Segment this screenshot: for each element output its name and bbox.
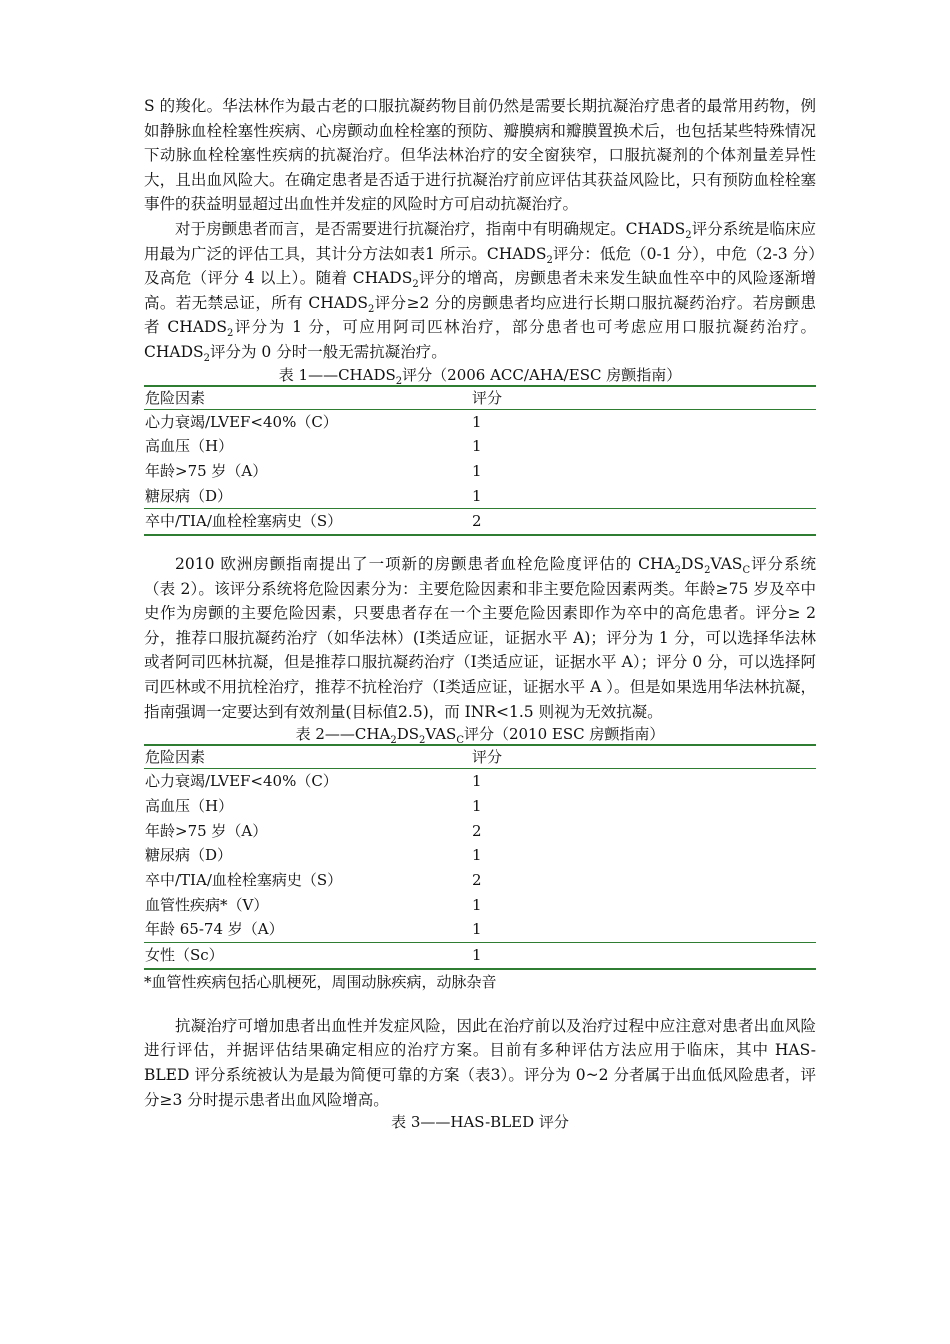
table1-factor: 心力衰竭/LVEF<40%（C） <box>145 412 338 431</box>
table1-header-score: 评分 <box>472 386 816 410</box>
table1-score: 1 <box>472 461 482 480</box>
document-page <box>144 94 816 1132</box>
table1-score: 1 <box>472 437 482 456</box>
table2-caption: 表 $2——CHA_2DS_2VAS_C$评分（2010 ESC 房颤指南） <box>295 725 665 747</box>
paragraph-chads2: 对于房颤患者而言，是否需要进行抗凝治疗，指南中有明确规定。$CHADS_2$评分系统是临床应用最为广泛的评估工具，其计分方法如表1 所示。$CHADS_2$评分：低危（0-1 分），中危（2-3 分）及高危（评分 4 以上）。随着 $CHADS_2$评分的增高，房颤患者未来发生缺血性卒中的风险逐渐增高。若无禁忌证，所有 $CHADS_2$评分≥2 分的房颤患者均应进行长期口服抗凝药治疗。若房颤患者 $CHADS_2$评分为 1 分，可应用阿司匹林治疗，部分患者也可考虑应用口服抗凝药治疗。$CHADS_2$评分为 0 分时一般无需抗凝治疗。 <box>144 219 817 364</box>
table-row <box>144 893 816 918</box>
table-row <box>144 868 816 893</box>
table2-score: 2 <box>472 821 482 840</box>
table2-score: 1 <box>472 895 482 914</box>
table2-score: 1 <box>472 917 816 942</box>
table-row <box>144 769 816 794</box>
table1-chads2 <box>144 385 816 537</box>
table2-header-factor: 危险因素 <box>144 745 472 769</box>
table-row <box>144 794 816 819</box>
table2-score: 1 <box>472 796 482 815</box>
table2-factor: 糖尿病（D） <box>145 846 233 865</box>
table1-factor: 年龄>75 岁（A） <box>145 461 268 480</box>
table-row <box>144 819 816 844</box>
table1-header-row <box>144 386 816 410</box>
table2-score: 2 <box>472 871 482 890</box>
table-row <box>144 943 816 969</box>
table2-factor: 心力衰竭/LVEF<40%（C） <box>145 772 338 791</box>
table2-factor: 血管性疾病*（V） <box>145 895 269 914</box>
table3-caption: 表 3——HAS-BLED 评分 <box>391 1113 569 1132</box>
paragraph-warfarin: S 的羧化。华法林作为最古老的口服抗凝药物目前仍然是需要长期抗凝治疗患者的最常用药物，例如静脉血栓栓塞性疾病、心房颤动血栓栓塞的预防、瓣膜病和瓣膜置换术后，也包括某些特殊情况下动脉血栓栓塞性疾病的抗凝治疗。但华法林治疗的安全窗狭窄，口服抗凝剂的个体剂量差异性大，且出血风险大。在确定患者是否适于进行抗凝治疗前应评估其获益风险比，只有预防血栓栓塞事件的获益明显超过出血性并发症的风险时方可启动抗凝治疗。 <box>144 97 816 214</box>
table1-header-factor: 危险因素 <box>144 386 472 410</box>
table1-factor: 卒中/TIA/血栓栓塞病史（S） <box>144 509 472 535</box>
table2-factor: 女性（Sc） <box>144 943 472 969</box>
table2-score: 1 <box>472 772 482 791</box>
table-row <box>144 409 816 434</box>
table2-score: 1 <box>472 943 816 969</box>
table2-score: 1 <box>472 846 482 865</box>
table-row <box>144 509 816 535</box>
table-row <box>144 917 816 942</box>
table1-score: 1 <box>472 484 816 509</box>
table2-factor: 年龄 65-74 岁（A） <box>144 917 472 942</box>
table2-header-row <box>144 745 816 769</box>
table2-factor: 年龄>75 岁（A） <box>145 821 268 840</box>
table1-caption: 表 $1——CHADS_2$评分（2006 ACC/AHA/ESC 房颤指南） <box>278 365 682 387</box>
table-row <box>144 484 816 509</box>
table1-score: 2 <box>472 509 816 535</box>
paragraph-has-bled: 抗凝治疗可增加患者出血性并发症风险，因此在治疗前以及治疗过程中应注意对患者出血风险进行评估，并据评估结果确定相应的治疗方案。目前有多种评估方法应用于临床，其中 HAS-BLED 评分系统被认为是最为简便可靠的方案（表3）。评分为 0~2 分者属于出血低风险患者，评分≥3 分时提示患者出血风险增高。 <box>144 1016 816 1109</box>
table1-score: 1 <box>472 412 482 431</box>
table2-factor: 高血压（H） <box>145 796 234 815</box>
table1-factor: 高血压（H） <box>145 437 234 456</box>
table2-footnote: *血管性疾病包括心肌梗死，周围动脉疾病，动脉杂音 <box>144 972 497 991</box>
table-row <box>144 459 816 484</box>
table2-factor: 卒中/TIA/血栓栓塞病史（S） <box>145 871 343 890</box>
table2-cha2ds2vasc <box>144 744 816 970</box>
table-row <box>144 434 816 459</box>
table2-header-score: 评分 <box>472 745 816 769</box>
table-row <box>144 843 816 868</box>
table1-factor: 糖尿病（D） <box>144 484 472 509</box>
paragraph-cha2ds2vasc: 2010 欧洲房颤指南提出了一项新的房颤患者血栓危险度评估的 $CHA_2DS_2VAS_C$评分系统（表 2）。该评分系统将危险因素分为：主要危险因素和非主要危险因素两类。年龄≥75 岁及卒中史作为房颤的主要危险因素，只要患者存在一个主要危险因素即作为卒中的高危患者。评分≥ 2 分，推荐口服抗凝药治疗（如华法林）(Ⅰ类适应证，证据水平 A)；评分为 1 分，可以选择华法林或者阿司匹林抗凝，但是推荐口服抗凝药治疗（Ⅰ类适应证，证据水平 A）；评分 0 分，可以选择阿司匹林或不用抗栓治疗，推荐不抗栓治疗（Ⅰ类适应证，证据水平 A ）。但是如果选用华法林抗凝，指南强调一定要达到有效剂量(目标值2.5)，而 INR<1.5 则视为无效抗凝。 <box>144 555 816 721</box>
